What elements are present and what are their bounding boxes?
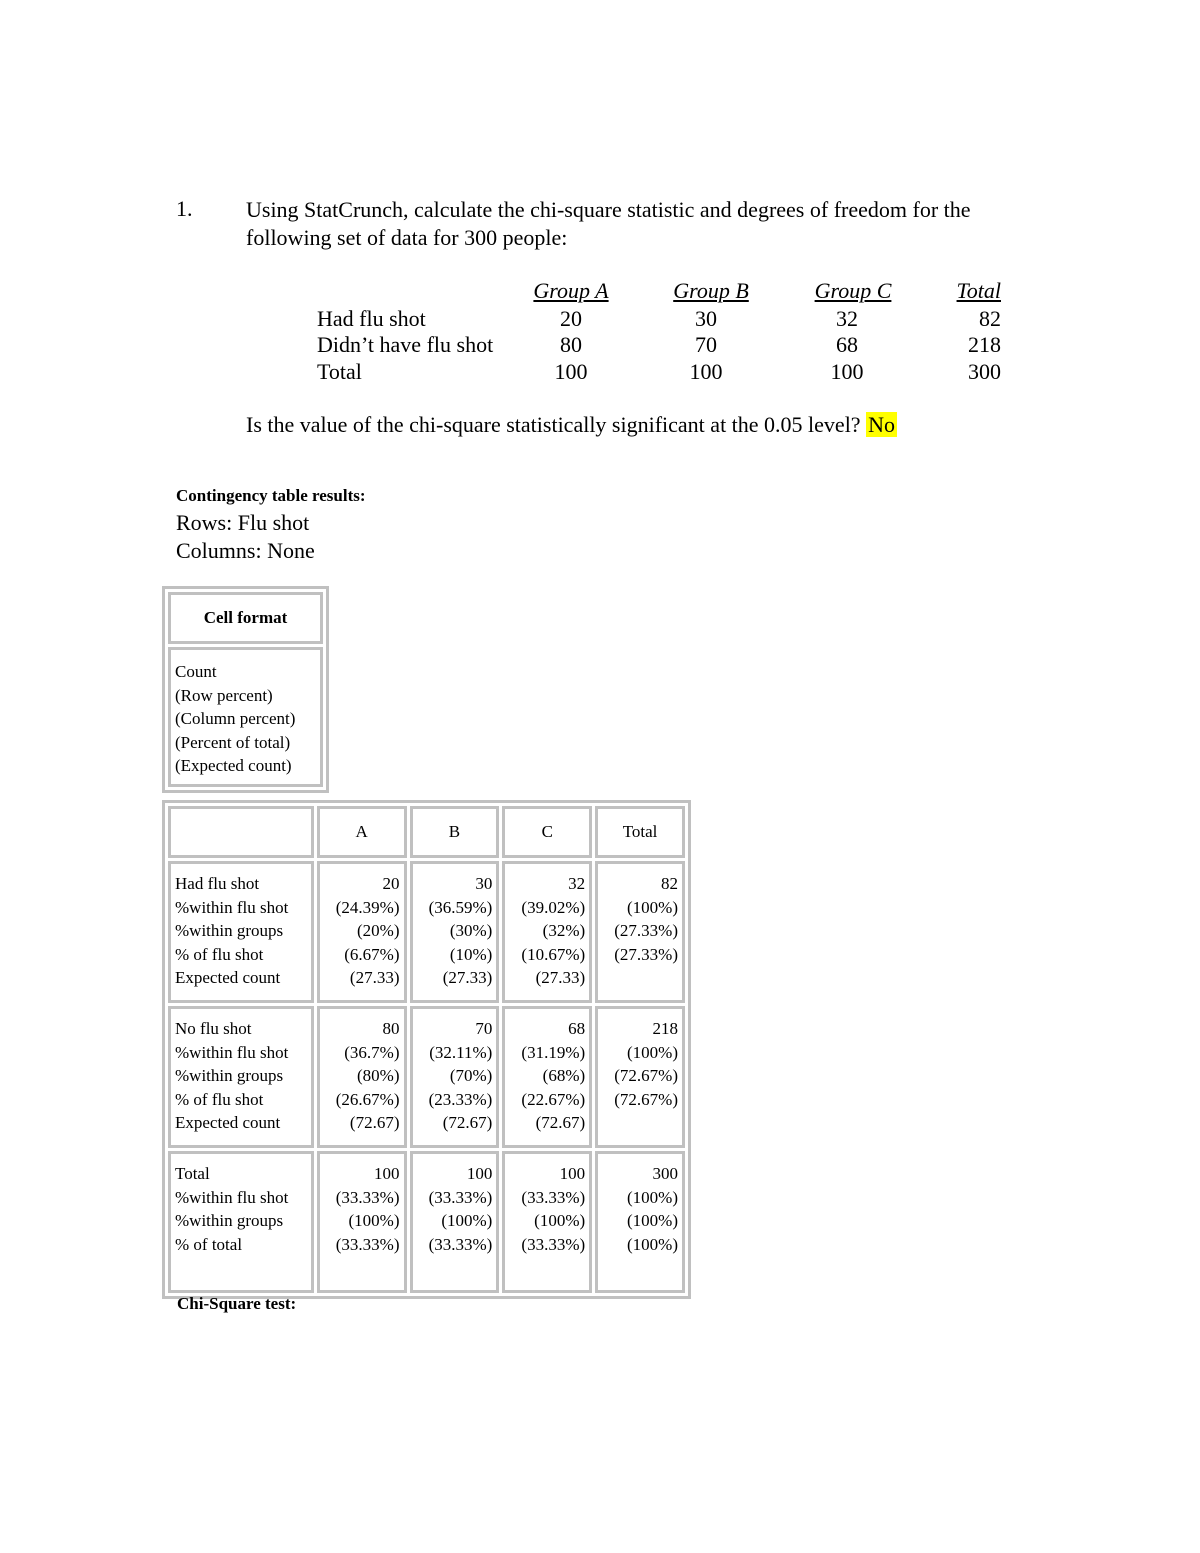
data-table-header-total: Total	[956, 278, 1001, 303]
data-table-cell: 100	[830, 359, 864, 384]
cell-format-line: Count	[175, 662, 217, 681]
results-table	[162, 800, 691, 1299]
cell-value: (72.67%)	[614, 1089, 678, 1109]
cell-value: (33.33%)	[335, 1234, 400, 1254]
cell-value: (100%)	[627, 1187, 678, 1207]
row-label: No flu shot	[175, 1019, 252, 1038]
chi-square-title: Chi-Square test:	[177, 1294, 297, 1313]
row-label: Total	[175, 1164, 210, 1183]
row-label: % of total	[175, 1234, 243, 1254]
cell-format-line: (Expected count)	[175, 756, 292, 775]
cell-value: (32.11%)	[429, 1042, 493, 1062]
cell-total	[595, 1151, 685, 1293]
cell-value: (100%)	[627, 897, 678, 917]
cell-value: (100%)	[348, 1211, 400, 1230]
cell-value: (68%)	[542, 1066, 586, 1085]
cell-value: 20	[382, 874, 400, 893]
results-header-c: C	[502, 806, 592, 858]
cell-value: (27.33)	[535, 968, 586, 987]
cell-value: 100	[559, 1164, 586, 1183]
results-header-empty	[168, 806, 314, 858]
data-table-cell: 300	[968, 359, 1001, 384]
cell-value: (100%)	[627, 1042, 678, 1062]
row-label: %within groups	[175, 1066, 284, 1085]
cell-value: 70	[475, 1019, 493, 1038]
data-table-row-label: Didn’t have flu shot	[317, 332, 494, 357]
table-row	[168, 861, 685, 1003]
cell-format-line: (Column percent)	[175, 709, 296, 728]
contingency-columns: Columns: None	[176, 538, 315, 563]
data-table-cell: 82	[979, 306, 1001, 331]
cell-value: (10%)	[449, 944, 493, 964]
row-label: % of flu shot	[175, 944, 264, 964]
cell-value: 82	[661, 874, 678, 893]
data-table-row-label: Total	[317, 359, 362, 384]
cell-format-header: Cell format	[168, 592, 323, 644]
question-number: 1.	[176, 196, 193, 221]
cell-format-table	[162, 586, 329, 793]
cell-value: (22.67%)	[521, 1089, 586, 1109]
data-table-cell: 80	[560, 332, 582, 357]
cell-value: (36.59%)	[428, 897, 493, 917]
row-labels-no-flu-shot	[168, 1006, 314, 1148]
data-table-cell: 20	[560, 306, 582, 331]
question-text	[246, 196, 1046, 252]
cell-value: (27.33)	[349, 968, 400, 987]
cell-a	[317, 861, 407, 1003]
data-table-cell: 100	[689, 359, 723, 384]
cell-a	[317, 1006, 407, 1148]
cell-value: (6.67%)	[344, 944, 400, 964]
results-header-a: A	[317, 806, 407, 858]
results-header-b: B	[410, 806, 500, 858]
row-label: Expected count	[175, 1113, 281, 1132]
data-table-header-group-b: Group B	[673, 278, 749, 303]
cell-value: (20%)	[357, 921, 400, 940]
data-table-header-group-a: Group A	[533, 278, 609, 303]
row-label: % of flu shot	[175, 1089, 264, 1109]
row-label: %within groups	[175, 1211, 284, 1230]
cell-b	[410, 1006, 500, 1148]
significance-question	[246, 412, 897, 438]
cell-value: (100%)	[441, 1211, 493, 1230]
data-table-cell: 100	[554, 359, 588, 384]
cell-value: 80	[382, 1019, 400, 1038]
table-row	[168, 1151, 685, 1293]
cell-value: (70%)	[449, 1066, 493, 1085]
cell-value: 218	[652, 1019, 678, 1038]
cell-value: (39.02%)	[521, 897, 586, 917]
cell-value: 100	[466, 1164, 493, 1183]
cell-total	[595, 861, 685, 1003]
cell-value: (33.33%)	[428, 1234, 493, 1254]
results-header-total: Total	[595, 806, 685, 858]
significance-question-text: Is the value of the chi-square statistically significant at the 0.05 level?	[246, 412, 861, 437]
contingency-title: Contingency table results:	[176, 486, 366, 505]
row-label: %within flu shot	[175, 1042, 289, 1062]
cell-a	[317, 1151, 407, 1293]
cell-value: (72.67)	[442, 1113, 493, 1132]
contingency-rows: Rows: Flu shot	[176, 510, 310, 535]
row-label: Had flu shot	[175, 874, 260, 893]
cell-value: (33.33%)	[521, 1234, 586, 1254]
cell-total	[595, 1006, 685, 1148]
cell-value: (80%)	[357, 1066, 400, 1085]
cell-value: (36.7%)	[344, 1042, 400, 1062]
cell-value: (100%)	[534, 1211, 586, 1230]
cell-b	[410, 861, 500, 1003]
row-labels-had-flu-shot	[168, 861, 314, 1003]
cell-c	[502, 1006, 592, 1148]
cell-value: (33.33%)	[335, 1187, 400, 1207]
cell-value: (72.67)	[535, 1113, 586, 1132]
cell-value: (24.39%)	[335, 897, 400, 917]
data-table-cell: 70	[695, 332, 717, 357]
cell-value: (23.33%)	[428, 1089, 493, 1109]
cell-value: 100	[374, 1164, 400, 1183]
cell-value: (30%)	[449, 921, 493, 940]
cell-value: 30	[475, 874, 493, 893]
table-row	[168, 1006, 685, 1148]
data-table-row-label: Had flu shot	[317, 306, 426, 331]
cell-format-line: (Percent of total)	[175, 732, 291, 752]
cell-value: 32	[568, 874, 586, 893]
row-label: %within groups	[175, 921, 284, 940]
cell-format-body	[168, 647, 323, 787]
data-table-cell: 30	[695, 306, 717, 331]
cell-value: (27.33%)	[614, 921, 678, 940]
cell-value: (72.67)	[349, 1113, 400, 1132]
cell-value: (33.33%)	[428, 1187, 493, 1207]
data-table-cell: 68	[836, 332, 858, 357]
cell-value: (32%)	[542, 921, 586, 940]
cell-value: (33.33%)	[521, 1187, 586, 1207]
cell-value: (26.67%)	[335, 1089, 400, 1109]
question-line-1: Using StatCrunch, calculate the chi-square statistic and degrees of freedom for the	[246, 197, 971, 222]
row-labels-total	[168, 1151, 314, 1293]
cell-value: 68	[568, 1019, 586, 1038]
data-table-cell: 218	[968, 332, 1001, 357]
cell-value: (100%)	[627, 1211, 678, 1230]
cell-c	[502, 861, 592, 1003]
cell-value: (10.67%)	[521, 944, 586, 964]
cell-value: (27.33)	[442, 968, 493, 987]
cell-b	[410, 1151, 500, 1293]
row-label: Expected count	[175, 968, 281, 987]
cell-format-line: (Row percent)	[175, 685, 273, 705]
cell-value: (27.33%)	[614, 944, 678, 964]
row-label: %within flu shot	[175, 897, 289, 917]
question-line-2: following set of data for 300 people:	[246, 225, 568, 250]
cell-value: 300	[652, 1164, 678, 1183]
cell-value: (72.67%)	[614, 1066, 678, 1085]
row-label: %within flu shot	[175, 1187, 289, 1207]
cell-c	[502, 1151, 592, 1293]
data-table-cell: 32	[836, 306, 858, 331]
cell-value: (100%)	[627, 1234, 678, 1254]
data-table-header-group-c: Group C	[814, 278, 892, 303]
significance-answer: No	[868, 412, 895, 437]
cell-value: (31.19%)	[521, 1042, 586, 1062]
